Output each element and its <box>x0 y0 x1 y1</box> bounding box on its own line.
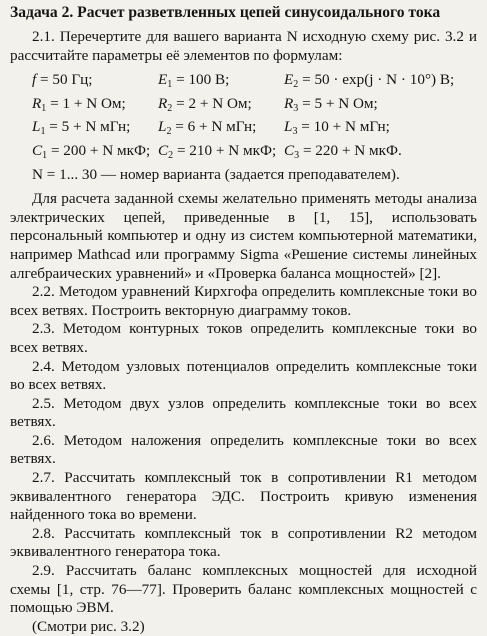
formula-r2: $R_2 = 2 + N$ Ом; <box>158 94 252 114</box>
formula-e1: $E_1 = 100$ В; <box>158 71 230 91</box>
task-2-7: 2.7. Рассчитать комплексный ток в сопротивлении R1 методом эквивалентного генератора ЭДС. Построить кривую изменения найденного тока во времени. <box>10 469 477 524</box>
formula-row <box>32 142 477 166</box>
formula-c3: $C_3 = 220 + N$ мкФ. <box>284 141 402 161</box>
task-2-4: 2.4. Методом узловых потенциалов определить комплексные токи во всех ветвях. <box>10 357 477 394</box>
task-2-3: 2.3. Методом контурных токов определить комплексные токи во всех ветвях. <box>10 320 477 356</box>
task-title: Задача 2. Расчет разветвленных цепей синусоидального тока <box>10 4 441 21</box>
formula-row <box>32 95 477 119</box>
methods-paragraph: Для расчета заданной схемы желательно применять методы анализа электрических цепей, приведенные в [1, 15], использовать персональный компьютер и одну из систем компьютерной математики, например Mathcad или программу Sigma «Решение системы линейных алгебраических уравнений» и «Проверка баланса мощностей» [2]. <box>10 190 477 282</box>
formula-e2: $E_2 = 50 \cdot \exp(j \cdot N \cdot 10^\circ)$ В; <box>284 71 455 91</box>
formula-l2: $L_2 = 6 + N$ мГн; <box>158 118 257 138</box>
task-2-8: 2.8. Рассчитать комплексный ток в сопротивлении R2 методом эквивалентного генератора тока. <box>10 524 477 561</box>
formula-r3: $R_3 = 5 + N$ Ом; <box>284 94 378 114</box>
formula-l1: $L_1 = 5 + N$ мГн; <box>32 118 131 138</box>
formula-block <box>10 71 477 184</box>
task-2-6: 2.6. Методом наложения определить комплексные токи во всех ветвях. <box>10 431 477 468</box>
formula-row <box>32 71 477 95</box>
formula-row <box>32 118 477 142</box>
task-2-5: 2.5. Методом двух узлов определить комплексные токи во всех ветвях. <box>10 394 477 431</box>
formula-frequency: f = 50 Гц; <box>32 71 93 89</box>
formula-c2: $C_2 = 210 + N$ мкФ; <box>158 141 277 161</box>
formula-c1: $C_1 = 200 + N$ мкФ; <box>32 141 151 161</box>
formula-l3: $L_3 = 10 + N$ мГн; <box>284 118 390 138</box>
task-2-2: 2.2. Методом уравнений Кирхгофа определить комплексные токи во всех ветвях. Построить векторную диаграмму токов. <box>10 283 477 319</box>
intro-paragraph: 2.1. Перечертите для вашего варианта N исходную схему рис. 3.2 и рассчитайте параметры её элементов по формулам: <box>10 28 477 64</box>
task-2-9: 2.9. Рассчитать баланс комплексных мощностей для исходной схемы [1, стр. 76—77]. Проверить баланс комплексных мощностей с помощью ЭВМ. <box>10 562 477 617</box>
figure-reference: (Смотри рис. 3.2) <box>32 617 145 635</box>
formula-r1: $R_1 = 1 + N$ Ом; <box>32 94 126 114</box>
variant-note: N = 1... 30 — номер варианта (задается преподавателем). <box>32 165 400 183</box>
